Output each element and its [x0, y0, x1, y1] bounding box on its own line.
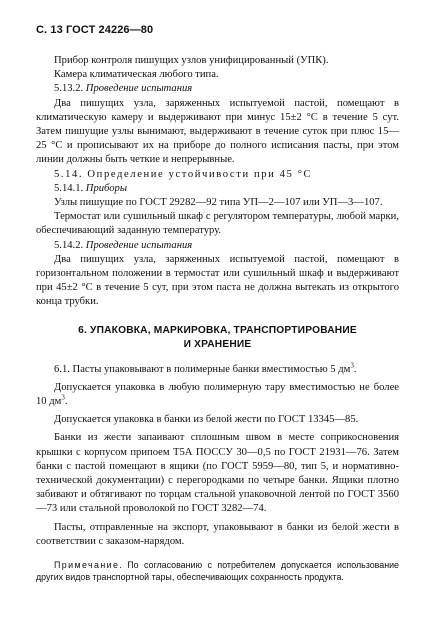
subsection-number: 5.14.1.	[54, 182, 84, 194]
note	[36, 559, 399, 583]
superscript: 3	[350, 361, 354, 370]
note-label: Примечание	[54, 560, 120, 571]
document-body	[36, 54, 399, 583]
subsection-title: Проведение испытания	[85, 83, 193, 95]
subsection-5-14-2	[36, 239, 399, 253]
subsection-5-14-heading: 5.14. Определение устойчивости при 45 °С	[54, 168, 313, 180]
page-header: С. 13 ГОСТ 24226—80	[36, 24, 154, 36]
subsection-number: 5.14.2.	[54, 239, 84, 251]
paragraph-6-soldering: Банки из жести запаивают сплошным швом в месте соприкосновения крышки с корпусом припоем Т5А ПОССУ 30—0,5 по ГОСТ 21931—76. Затем банки с пастой помещают в ящики (по ГОСТ 5959—80, тип 5, и нормативно-технической документации) с перегородками по четыре банки. Ящики плотно забивают и обтягивают по торцам стальной упаковочной лентой по ГОСТ 3560—73 или стальной проволокой по ГОСТ 3282—74.	[36, 432, 399, 515]
subsection-number: 5.13.2.	[54, 83, 84, 95]
section-6-heading-line-2: И ХРАНЕНИЕ	[183, 338, 252, 350]
paragraph-text: 6.1. Пасты упаковывают в полимерные банки вместимостью 5 дм	[54, 363, 351, 375]
paragraph-device-upk: Прибор контроля пишущих узлов унифицированный (УПК).	[54, 55, 329, 66]
paragraph-writing-units: Узлы пишущие по ГОСТ 29282—92 типа УП—2—107 или УП—3—107.	[54, 197, 383, 209]
paragraph-6-1	[36, 363, 399, 377]
paragraph-end: .	[64, 396, 68, 408]
subsection-5-13-2	[36, 82, 399, 96]
note-text: . По согласованию с потребителем допускается использование других видов транспортной тары, обеспечивающих сохранность продукта.	[36, 560, 399, 583]
subsection-5-14-1	[36, 182, 399, 196]
subsection-title: Приборы	[85, 182, 127, 194]
subsection-title: Проведение испытания	[85, 239, 193, 251]
section-6-heading	[36, 324, 399, 352]
paragraph-test-cold: Два пишущих узла, заряженных испытуемой пастой, помещают в климатическую камеру и выдерживают при минус 15±2 °С в течение 5 сут. Затем пишущие узлы вынимают, выдерживают в течение суток при плюс 15—25 °С и прописывают их на приборе до полного исписания пасты, при этом линии должны быть четкие и непрерывные.	[36, 97, 399, 166]
paragraph-end: .	[353, 363, 357, 375]
paragraph-text: Допускается упаковка в любую полимерную тару вместимостью не более 10 дм	[36, 381, 399, 408]
paragraph-6-polymer	[36, 381, 399, 409]
paragraph-6-tin-cans: Допускается упаковка в банки из белой жести по ГОСТ 13345—85.	[54, 414, 359, 426]
paragraph-climate-chamber: Камера климатическая любого типа.	[54, 69, 219, 81]
superscript: 3	[61, 393, 65, 402]
section-6-heading-line-1: 6. УПАКОВКА, МАРКИРОВКА, ТРАНСПОРТИРОВАНИЕ	[78, 324, 357, 336]
paragraph-6-export: Пасты, отправленные на экспорт, упаковывают в банки из белой жести в соответствии с заказом-нарядом.	[36, 521, 399, 547]
paragraph-test-heat: Два пишущих узла, заряженных испытуемой пастой, помещают в горизонтальном положении в термостат или сушильный шкаф и выдерживают при 45±2 °С в течение 5 сут, при этом паста не должна вытекать из открытого конца трубки.	[36, 253, 399, 308]
paragraph-thermostat: Термостат или сушильный шкаф с регулятором температуры, любой марки, обеспечивающий заданную температуру.	[36, 211, 399, 237]
